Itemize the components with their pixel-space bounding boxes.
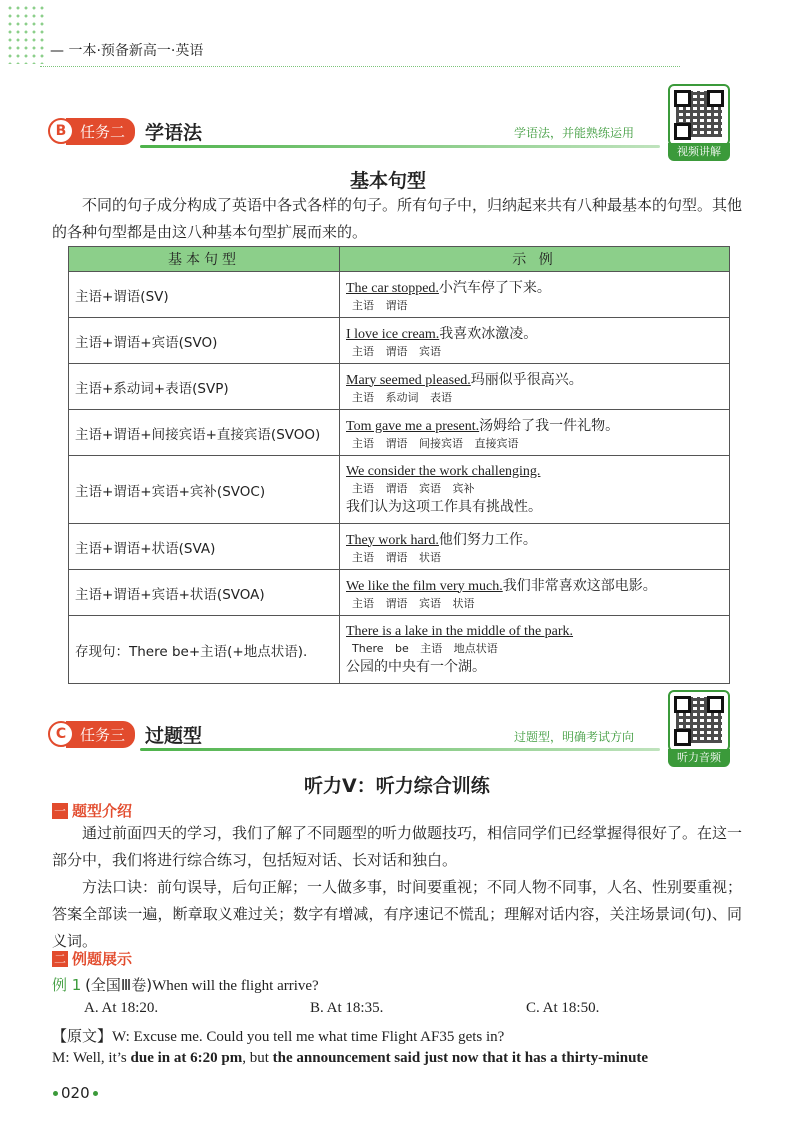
task2-banner (48, 117, 202, 145)
pattern-cell: 主语+谓语+间接宾语+直接宾语(SVOO) (69, 410, 340, 456)
table-row (69, 524, 730, 570)
example-question: 例 1 (全国Ⅲ卷)When will the flight arrive? (52, 976, 319, 994)
grammar-heading: 基本句型 (350, 170, 427, 192)
example-cell (340, 272, 730, 318)
task2-subtitle: 学语法，并能熟练运用 (514, 126, 635, 140)
example-translation: 玛丽似乎很高兴。 (470, 371, 583, 388)
qr-label-audio: 听力音频 (668, 749, 730, 767)
running-header: — 一本·预备新高一·英语 (50, 43, 204, 59)
role-labels: 主语 谓语 间接宾语 直接宾语 (352, 436, 519, 450)
example-cell (340, 410, 730, 456)
role-labels: 主语 谓语 宾语 宾补 (352, 482, 475, 495)
table-row (69, 410, 730, 456)
example-translation: 我们非常喜欢这部电影。 (502, 577, 657, 594)
header-divider (40, 66, 680, 67)
example-translation: 汤姆给了我一件礼物。 (479, 417, 620, 434)
role-labels: 主语 谓语 宾语 状语 (352, 596, 475, 610)
example-sentence: We like the film very much. (346, 578, 503, 594)
pattern-cell: 主语+谓语+宾语+宾补(SVOC) (69, 456, 340, 524)
role-labels: 主语 谓语 宾语 (352, 344, 441, 358)
table-row (69, 364, 730, 410)
table-row (69, 456, 730, 524)
example-sentence: Mary seemed pleased. (346, 372, 471, 388)
transcript-line-m: M: Well, it’s due in at 6:20 pm, but the announcement said just now that it has a thirty-minute (52, 1050, 649, 1066)
task3-badge: C (48, 721, 74, 747)
qr-code-video[interactable] (668, 84, 730, 146)
role-labels: 主语 谓语 状语 (352, 550, 441, 564)
pattern-cell: 主语+谓语+宾语(SVO) (69, 318, 340, 364)
listening-heading: 听力Ⅴ：听力综合训练 (304, 775, 490, 797)
pattern-cell: 主语+谓语+宾语+状语(SVOA) (69, 570, 340, 616)
table-header-pattern: 基本句型 (69, 247, 340, 272)
role-labels: 主语 系动词 表语 (352, 390, 452, 404)
role-labels: There be 主语 地点状语 (352, 642, 498, 655)
task2-underline (140, 145, 660, 148)
role-labels: 主语 谓语 (352, 298, 408, 312)
table-row (69, 318, 730, 364)
example-sentence: Tom gave me a present. (346, 418, 480, 434)
example-translation-line2: 我们认为这项工作具有挑战性。 (346, 499, 542, 515)
grammar-intro: 不同的句子成分构成了英语中各式各样的句子。所有句子中，归纳起来共有八种最基本的句型。其他的各种句型都是由这八种基本句型扩展而来的。 (52, 196, 743, 241)
task2-label: 任务二 (66, 118, 135, 145)
pattern-cell: 存现句：There be+主语(+地点状语). (69, 616, 340, 684)
section-intro-heading: 一 题型介绍 (53, 802, 133, 820)
example-translation: 小汽车停了下来。 (438, 279, 551, 296)
corner-dot-pattern (6, 4, 46, 64)
example-cell (340, 616, 730, 684)
task3-label: 任务三 (66, 721, 135, 748)
pattern-cell: 主语+谓语+状语(SVA) (69, 524, 340, 570)
option-c: C. At 18:50. (526, 1000, 600, 1016)
example-translation-line2: 公园的中央有一个湖。 (346, 659, 486, 675)
example-translation: 他们努力工作。 (438, 531, 537, 548)
sentence-pattern-table (68, 246, 730, 684)
example-cell (340, 318, 730, 364)
qr-label-video: 视频讲解 (668, 143, 730, 161)
task3-title: 过题型 (145, 724, 203, 747)
task2-title: 学语法 (145, 121, 203, 144)
table-row (69, 272, 730, 318)
example-cell (340, 456, 730, 524)
table-header-example: 示 例 (340, 247, 730, 272)
example-sentence: They work hard. (346, 532, 439, 548)
method-paragraph: 方法口诀：前句误导，后句正解；一人做多事，时间要重视；不同人物不同事，人名、性别要重视；答案全部读一遍，断章取义难过关；数字有增减，有序速记不慌乱；理解对话内容，关注场景词(句)、同义词。 (52, 878, 743, 950)
option-a: A. At 18:20. (84, 1000, 159, 1016)
task3-subtitle: 过题型，明确考试方向 (514, 730, 635, 744)
example-sentence: The car stopped. (346, 280, 439, 296)
intro-paragraph: 通过前面四天的学习，我们了解了不同题型的听力做题技巧，相信同学们已经掌握得很好了。在这一部分中，我们将进行综合练习，包括短对话、长对话和独白。 (52, 824, 743, 869)
task3-banner (48, 720, 202, 748)
qr-code-audio[interactable] (668, 690, 730, 752)
example-cell (340, 570, 730, 616)
pattern-cell: 主语+系动词+表语(SVP) (69, 364, 340, 410)
task2-badge: B (48, 118, 74, 144)
page-number: 020 (50, 1084, 101, 1102)
example-translation: 我喜欢冰激凌。 (439, 325, 538, 342)
example-cell (340, 364, 730, 410)
task3-underline (140, 748, 660, 751)
example-cell (340, 524, 730, 570)
example-sentence: I love ice cream. (346, 326, 440, 342)
transcript-line-w: 【原文】W: Excuse me. Could you tell me what time Flight AF35 gets in? (52, 1027, 505, 1045)
option-b: B. At 18:35. (310, 1000, 384, 1016)
table-row (69, 570, 730, 616)
table-row (69, 616, 730, 684)
example-sentence: We consider the work challenging. (346, 464, 541, 479)
pattern-cell: 主语+谓语(SV) (69, 272, 340, 318)
example-sentence: There is a lake in the middle of the park. (346, 624, 574, 639)
section-example-heading: 二 例题展示 (53, 950, 133, 968)
